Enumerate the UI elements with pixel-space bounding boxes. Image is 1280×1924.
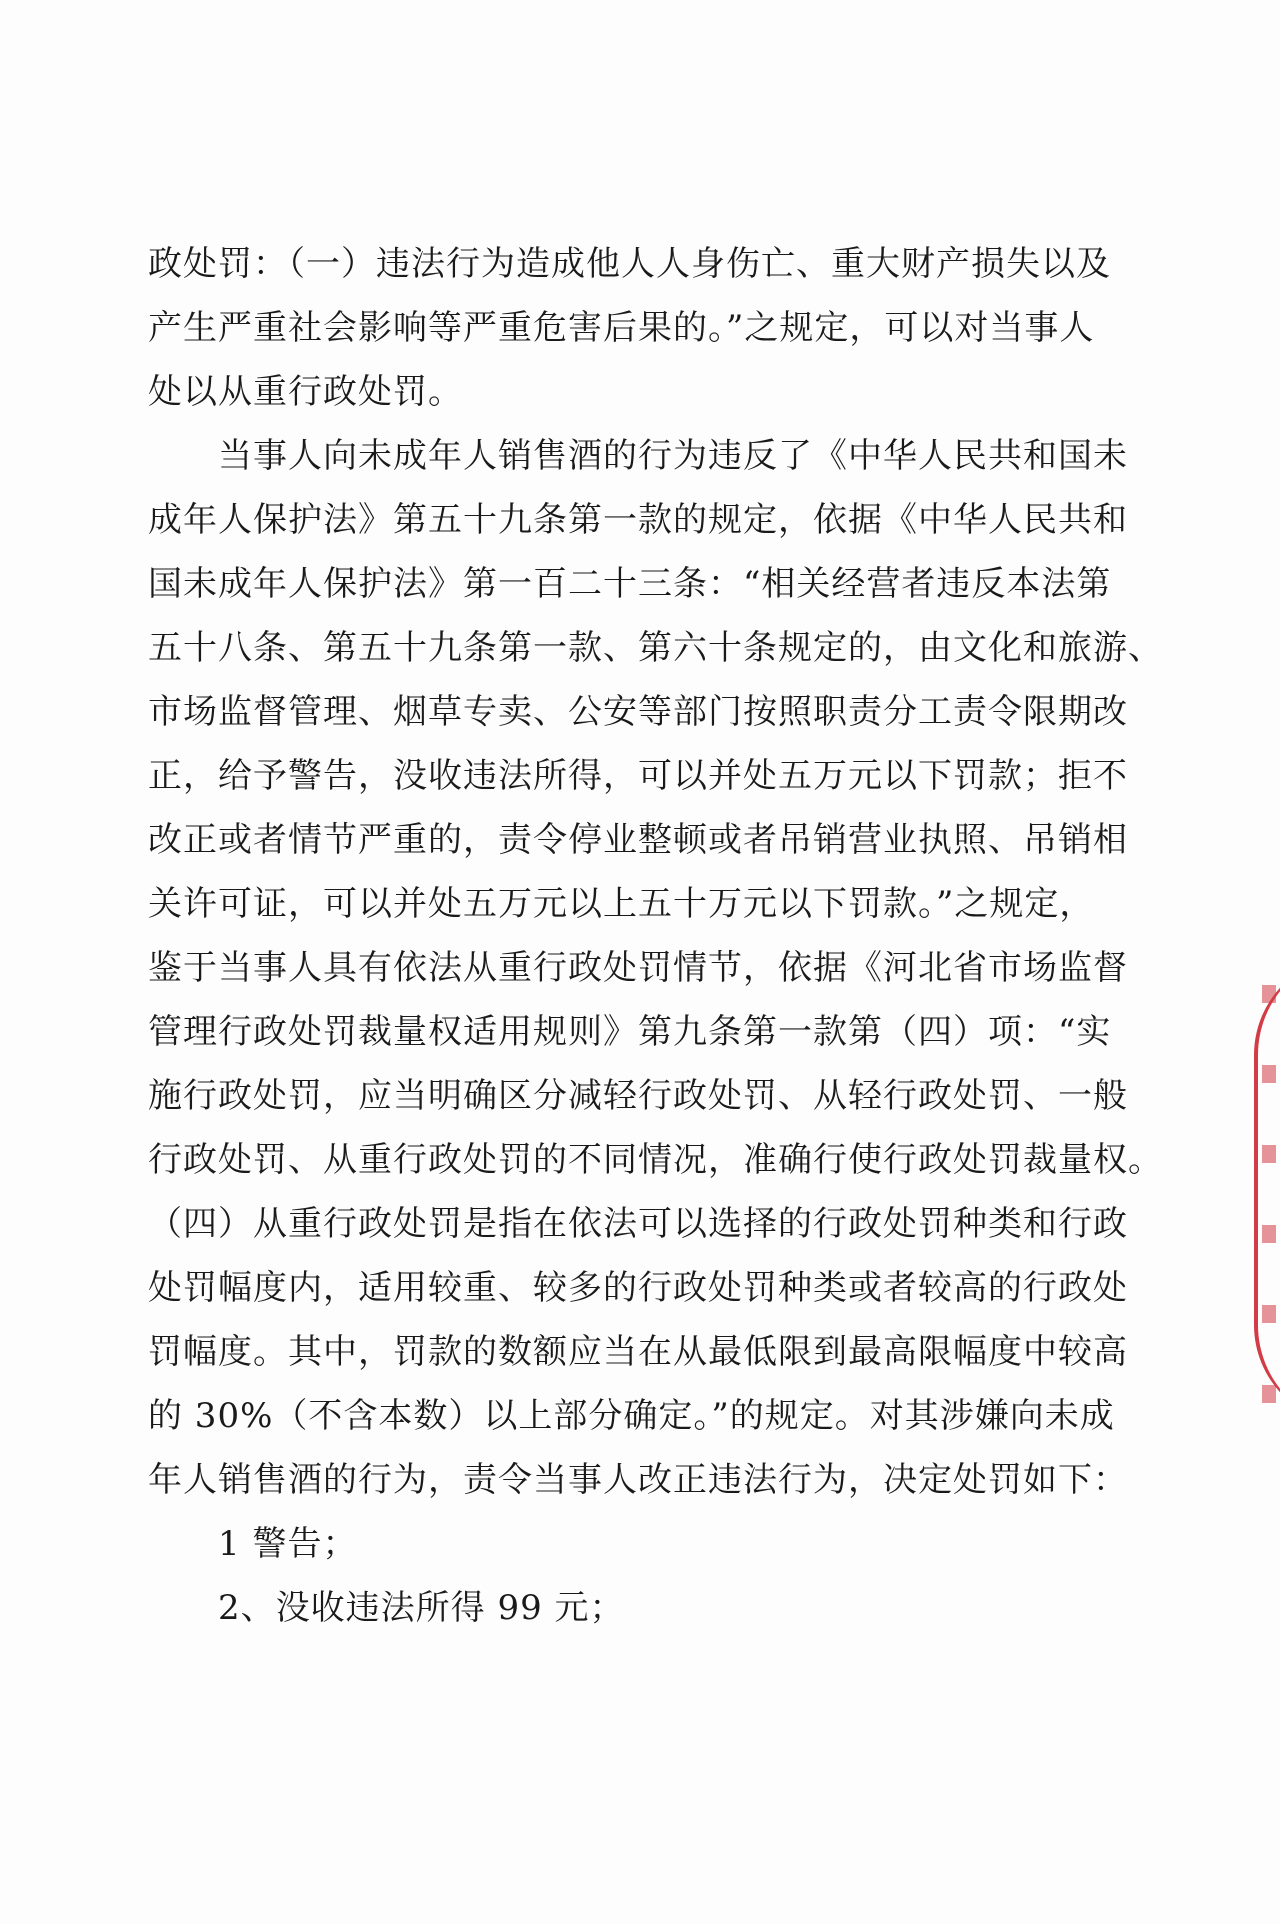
seal-mark <box>1262 1225 1276 1243</box>
text-line: 产生严重社会影响等严重危害后果的。”之规定，可以对当事人 <box>148 308 1095 348</box>
seal-mark <box>1262 1145 1276 1163</box>
penalty-item-1: 1 警告； <box>218 1524 358 1564</box>
seal-arc <box>1254 955 1280 1425</box>
text-line: 处以从重行政处罚。 <box>148 372 463 412</box>
text-line: 施行政处罚，应当明确区分减轻行政处罚、从轻行政处罚、一般 <box>148 1076 1128 1116</box>
document-body <box>148 232 1163 1640</box>
text-line: 五十八条、第五十九条第一款、第六十条规定的，由文化和旅游、 <box>148 628 1163 668</box>
penalty-item-2: 2、没收违法所得 99 元； <box>218 1588 625 1628</box>
text-line: 改正或者情节严重的，责令停业整顿或者吊销营业执照、吊销相 <box>148 820 1128 860</box>
text-line: 行政处罚、从重行政处罚的不同情况，准确行使行政处罚裁量权。 <box>148 1140 1163 1180</box>
text-line: 管理行政处罚裁量权适用规则》第九条第一款第（四）项：“实 <box>148 1012 1112 1052</box>
text-line: 处罚幅度内，适用较重、较多的行政处罚种类或者较高的行政处 <box>148 1268 1128 1308</box>
text-line: 的 30%（不含本数）以上部分确定。”的规定。对其涉嫌向未成 <box>148 1396 1115 1436</box>
seal-mark <box>1262 1065 1276 1083</box>
text-line: 罚幅度。其中，罚款的数额应当在从最低限到最高限幅度中较高 <box>148 1332 1128 1372</box>
text-line: （四）从重行政处罚是指在依法可以选择的行政处罚种类和行政 <box>148 1204 1128 1244</box>
text-line: 政处罚：（一）违法行为造成他人人身伤亡、重大财产损失以及 <box>148 244 1111 284</box>
text-line: 市场监督管理、烟草专卖、公安等部门按照职责分工责令限期改 <box>148 692 1128 732</box>
seal-mark <box>1262 1305 1276 1323</box>
text-line: 正，给予警告，没收违法所得，可以并处五万元以下罚款；拒不 <box>148 756 1128 796</box>
seal-mark <box>1262 985 1276 1003</box>
text-line: 成年人保护法》第五十九条第一款的规定，依据《中华人民共和 <box>148 500 1128 540</box>
text-line: 国未成年人保护法》第一百二十三条：“相关经营者违反本法第 <box>148 564 1112 604</box>
paragraph-start-line: 当事人向未成年人销售酒的行为违反了《中华人民共和国未 <box>218 436 1128 476</box>
seal-mark <box>1262 1385 1276 1403</box>
official-seal-edge <box>1254 955 1280 1425</box>
text-line: 关许可证，可以并处五万元以上五十万元以下罚款。”之规定， <box>148 884 1095 924</box>
text-line: 年人销售酒的行为，责令当事人改正违法行为，决定处罚如下： <box>148 1460 1128 1500</box>
text-line: 鉴于当事人具有依法从重行政处罚情节，依据《河北省市场监督 <box>148 948 1128 988</box>
